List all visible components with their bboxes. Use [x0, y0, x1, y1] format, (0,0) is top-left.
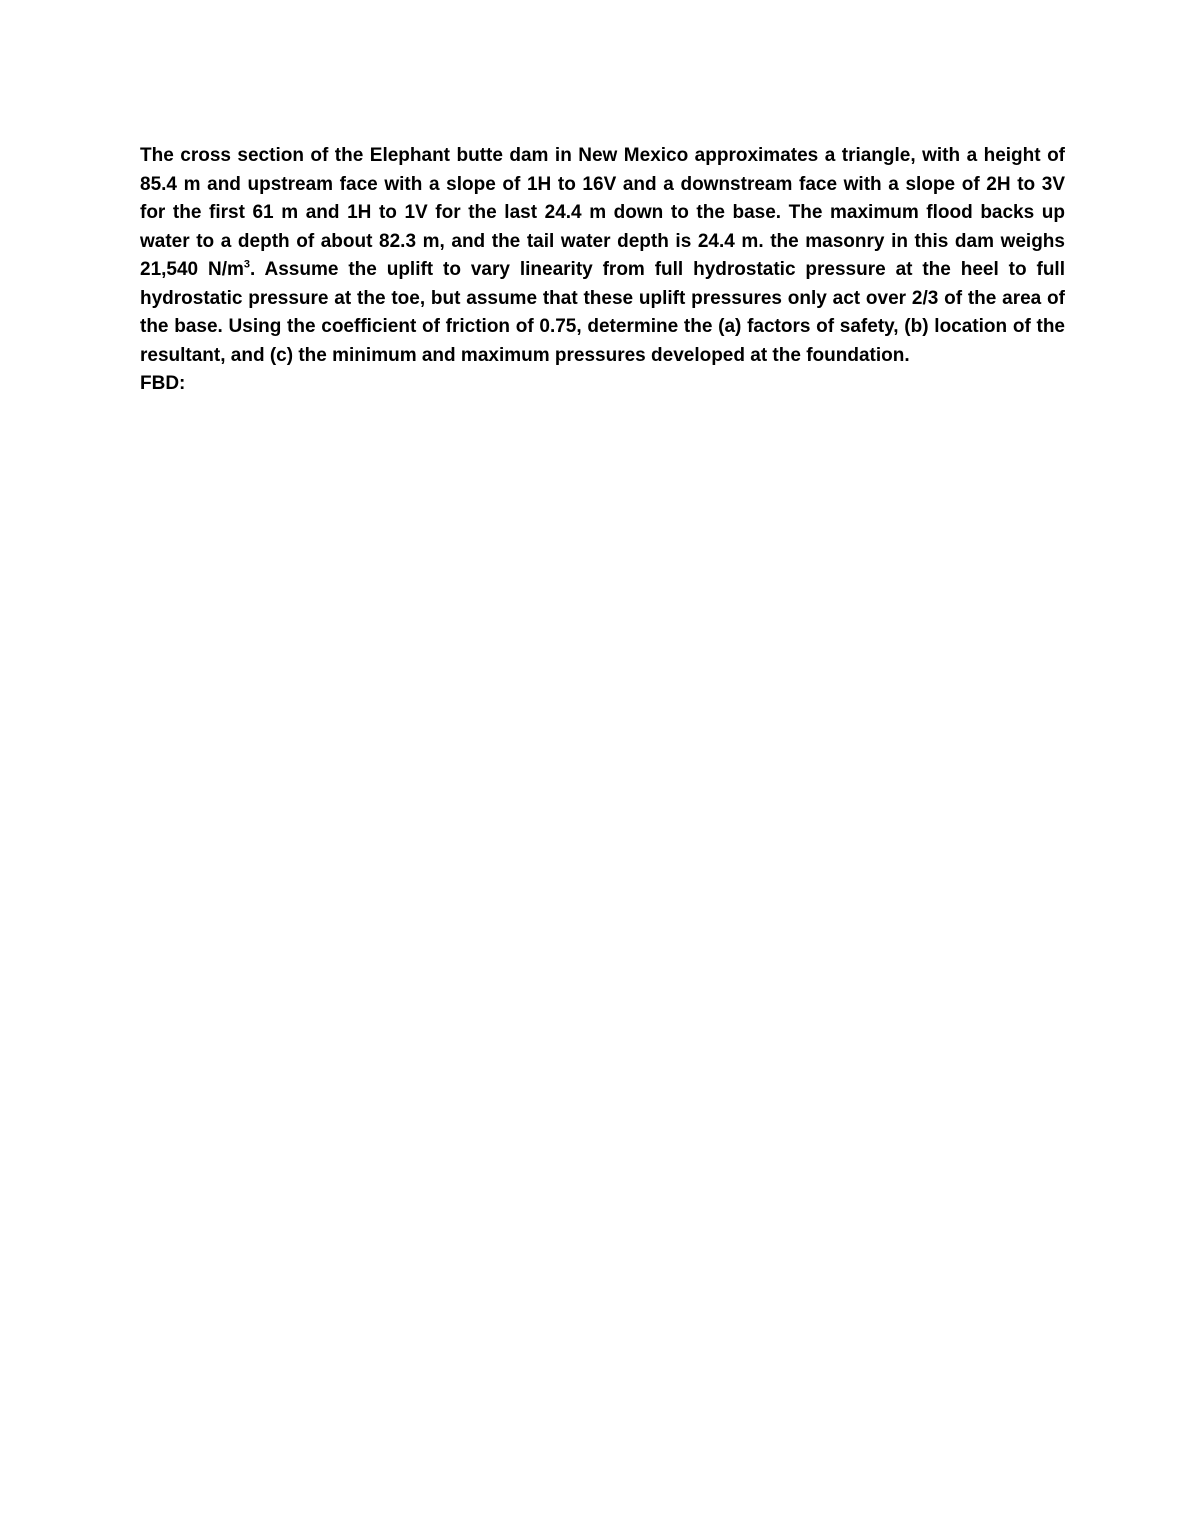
fbd-label: FBD: — [140, 373, 186, 394]
unit-exponent: 3 — [243, 258, 251, 271]
problem-text-part-1: The cross section of the Elephant butte dam in New Mexico approximates a triangle, with a height of 85.4 m and upstream face with a slope of 1H to 16V and a downstream face with a slope of 2H to 3V for the first 61 m and 1H to 1V for the last 24.4 m down to the base. The maximum flood backs up water to a depth of about 82.3 m, and the tail water depth is 24.4 m. the masonry in this dam weighs 21,540 N/m — [140, 145, 1065, 280]
problem-paragraph — [140, 142, 1065, 370]
problem-text-part-2: . Assume the uplift to vary linearity from full hydrostatic pressure at the heel to full hydrostatic pressure at the toe, but assume that these uplift pressures only act over 2/3 of the area of the base. Using the coefficient of friction of 0.75, determine the (a) factors of safety, (b) location of the resultant, and (c) the minimum and maximum pressures developed at the foundation. — [140, 259, 1065, 366]
problem-statement — [140, 142, 1065, 399]
